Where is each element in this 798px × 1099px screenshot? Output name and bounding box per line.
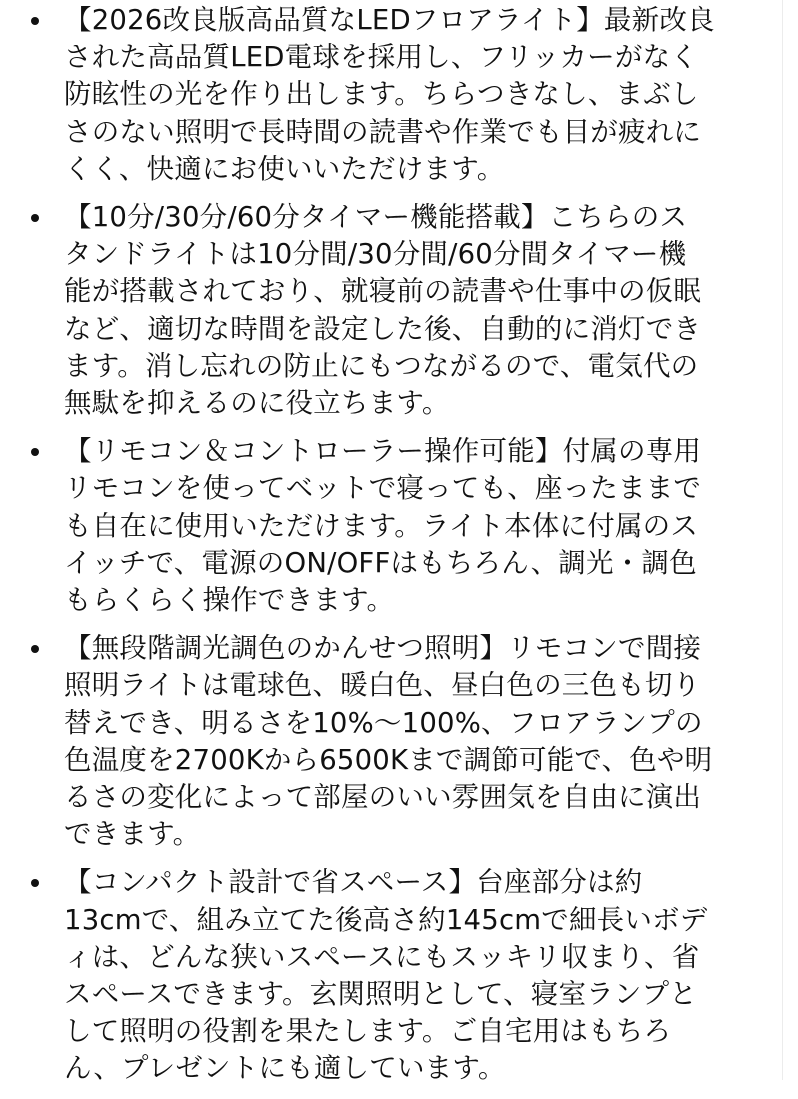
text-line: 替えでき、明るさを10%～100%、フロアランプの <box>64 706 703 739</box>
feature-bullet-list <box>0 2 798 1099</box>
text-line: 防眩性の光を作り出します。ちらつきなし、まぶし <box>64 78 699 111</box>
text-line: して照明の役割を果たします。ご自宅用はもちろ <box>64 1015 672 1048</box>
text-line: 【コンパクト設計で省スペース】台座部分は約 <box>64 866 643 899</box>
text-line: もらくらく操作できます。 <box>64 584 395 617</box>
bullet-icon <box>31 879 39 887</box>
feature-item-remote-control <box>0 433 798 619</box>
text-line: ます。消し忘れの防止にもつながるので、電気代の <box>64 349 699 382</box>
text-line: ん、プレゼントにも適しています。 <box>64 1052 506 1085</box>
text-line: 色温度を2700Kから6500Kまで調節可能で、色や明 <box>64 743 713 776</box>
text-line: イッチで、電源のON/OFFはもちろん、調光・調色 <box>64 546 697 579</box>
text-line: された高品質LED電球を採用し、フリッカーがなく <box>64 41 698 74</box>
text-line: 無駄を抑えるのに役立ちます。 <box>64 387 450 420</box>
feature-item-compact-design <box>0 864 798 1087</box>
text-line: ィは、どんな狭いスペースにもスッキリ収まり、省 <box>64 940 700 973</box>
text-line: など、適切な時間を設定した後、自動的に消灯でき <box>64 312 702 345</box>
text-line: 【無段階調光調色のかんせつ照明】リモコンで間接 <box>64 632 702 665</box>
text-line: 照明ライトは電球色、暖白色、昼白色の三色も切り <box>64 669 701 702</box>
text-line: るさの変化によって部屋のいい雰囲気を自由に演出 <box>64 781 702 814</box>
feature-item-dimming <box>0 630 798 853</box>
text-line: 【2026改良版高品質なLEDフロアライト】最新改良 <box>64 4 715 36</box>
bullet-icon <box>31 214 39 222</box>
bullet-icon <box>31 645 39 653</box>
text-line: 【リモコン＆コントローラー操作可能】付属の専用 <box>64 435 702 468</box>
text-line: さのない照明で長時間の読書や作業でも目が疲れに <box>64 115 702 148</box>
text-line: スペースできます。玄関照明として、寝室ランプと <box>64 978 697 1011</box>
text-line: 【10分/30分/60分タイマー機能搭載】こちらのス <box>64 201 688 234</box>
text-line: できます。 <box>64 818 201 851</box>
feature-item-timer <box>0 199 798 422</box>
bullet-icon <box>31 17 39 25</box>
text-line: リモコンを使ってベットで寝っても、座ったままで <box>64 472 702 505</box>
text-line: 13cmで、組み立てた後高さ約145cmで細長いボデ <box>64 903 708 936</box>
text-line: 能が搭載されており、就寝前の読書や仕事中の仮眠 <box>64 275 702 308</box>
text-line: くく、快適にお使いいただけます。 <box>64 152 505 185</box>
text-line: も自在に使用いただけます。ライト本体に付属のス <box>64 509 699 542</box>
text-line: タンドライトは10分間/30分間/60分間タイマー機 <box>64 238 687 271</box>
bullet-icon <box>31 448 39 456</box>
feature-item-led-quality <box>0 2 798 188</box>
